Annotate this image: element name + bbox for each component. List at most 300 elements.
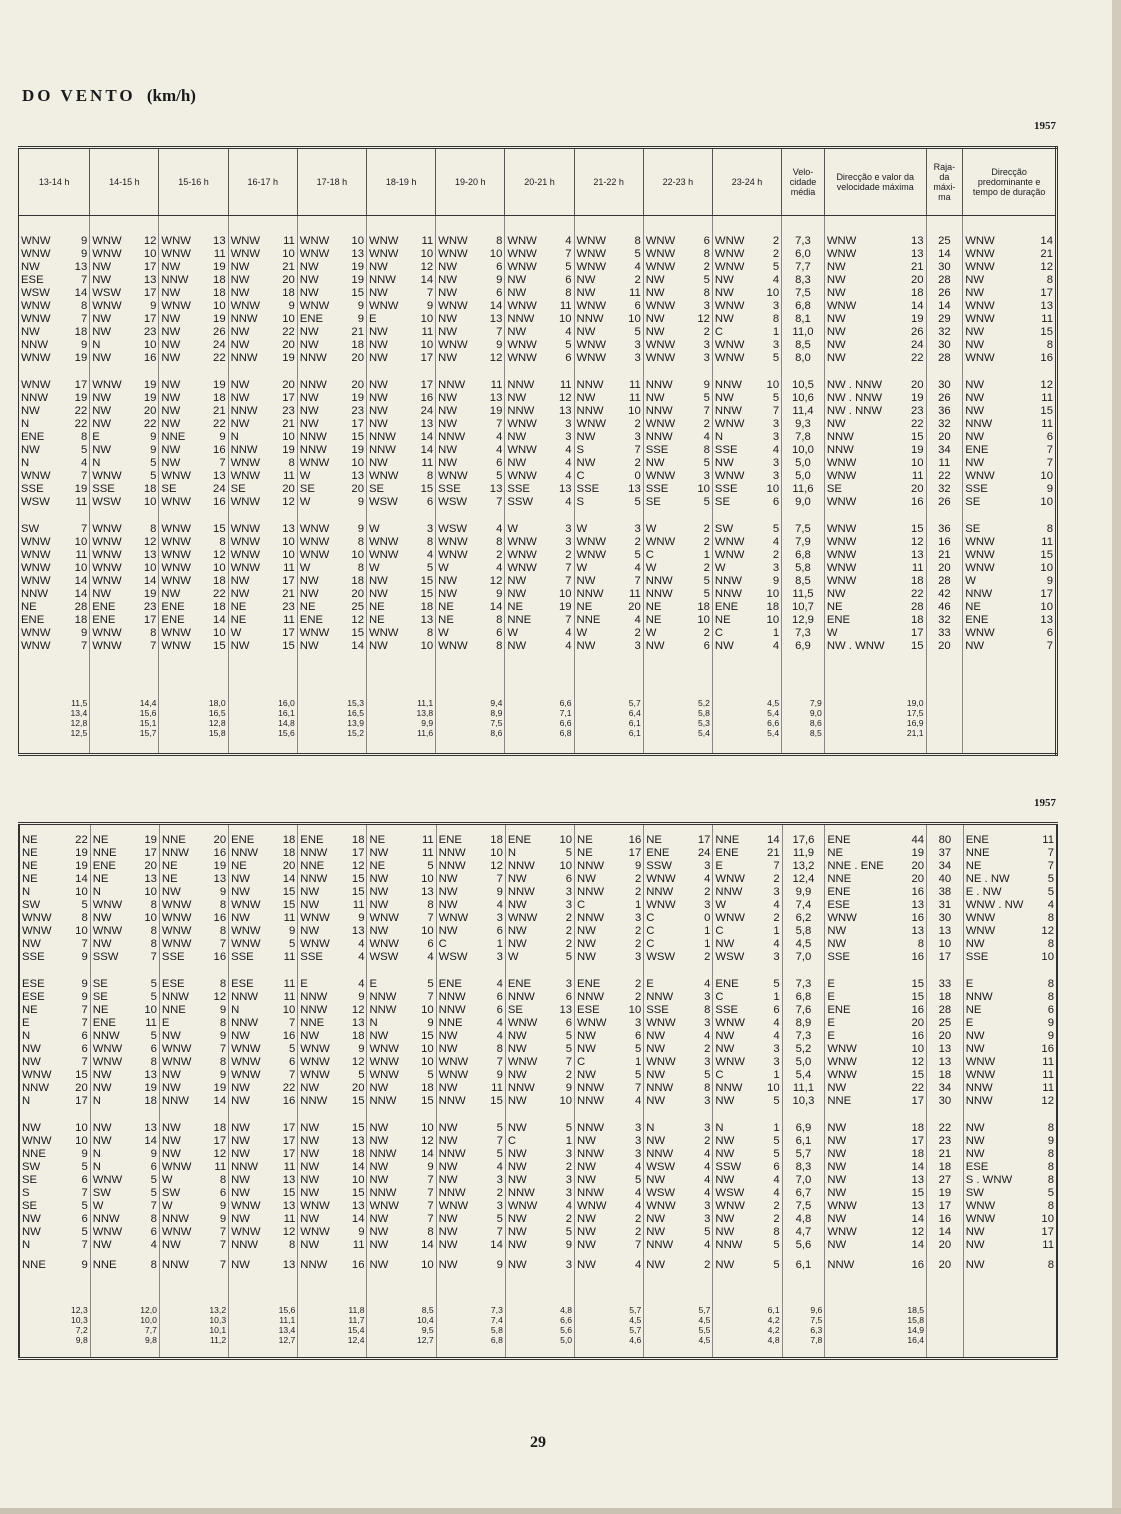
wind-speed: 21 bbox=[282, 261, 295, 274]
wind-direction: WNW bbox=[230, 470, 261, 483]
wind-direction: WNW bbox=[369, 1200, 399, 1213]
wind-speed: 10 bbox=[75, 1122, 88, 1135]
table-cell bbox=[825, 1056, 927, 1069]
wind-direction: WNW bbox=[21, 640, 51, 653]
wind-speed: 9 bbox=[80, 248, 88, 261]
wind-direction: NNW bbox=[714, 405, 742, 418]
table-cell bbox=[825, 1135, 927, 1148]
wind-direction: NE bbox=[22, 873, 38, 886]
wind-direction: NW bbox=[826, 287, 846, 300]
table-cell bbox=[574, 660, 643, 673]
table-cell bbox=[643, 523, 712, 536]
wind-speed: 13 bbox=[421, 886, 434, 899]
wind-speed: 8 bbox=[81, 912, 88, 925]
table-row bbox=[19, 379, 1057, 392]
wind-direction: NNW bbox=[368, 274, 396, 287]
average-row bbox=[19, 1326, 1057, 1336]
wind-speed: 24 bbox=[911, 339, 924, 352]
wind-speed: 1 bbox=[704, 938, 711, 951]
wind-direction: NW bbox=[300, 1174, 320, 1187]
table-row bbox=[19, 978, 1057, 991]
wind-speed: 7 bbox=[81, 938, 88, 951]
wind-direction: NNW bbox=[577, 1122, 605, 1135]
wind-speed: 13 bbox=[351, 1017, 365, 1030]
table-cell bbox=[713, 1135, 782, 1148]
table-cell bbox=[90, 1122, 159, 1135]
wind-direction: NNW bbox=[299, 444, 327, 457]
table-cell bbox=[644, 1056, 713, 1069]
table-cell bbox=[574, 601, 643, 614]
wind-speed: 19 bbox=[144, 834, 157, 847]
wind-speed: 13 bbox=[628, 483, 641, 496]
table-cell bbox=[644, 1174, 713, 1187]
wind-direction: WNW bbox=[576, 536, 607, 549]
wind-direction: SSW bbox=[507, 496, 534, 509]
wind-direction: N bbox=[21, 418, 30, 431]
wind-direction: WNW bbox=[827, 1200, 857, 1213]
wind-speed: 3 bbox=[703, 339, 710, 352]
table-cell bbox=[505, 1095, 574, 1108]
wind-speed: 5 bbox=[80, 444, 88, 457]
wind-speed: 9 bbox=[80, 627, 88, 640]
wind-speed: 3 bbox=[565, 536, 572, 549]
wind-direction: NW bbox=[22, 1056, 41, 1069]
table-cell bbox=[505, 991, 574, 1004]
table-cell bbox=[644, 899, 713, 912]
table-cell bbox=[574, 405, 643, 418]
wind-direction: WNW bbox=[507, 470, 537, 483]
wind-direction: WNW bbox=[161, 575, 191, 588]
wind-speed: 10 bbox=[213, 627, 226, 640]
wind-direction: NW bbox=[161, 418, 181, 431]
table-cell: 11,0 bbox=[782, 326, 825, 339]
wind-speed: 5 bbox=[426, 562, 434, 575]
wind-speed: 7 bbox=[80, 640, 88, 653]
table-cell bbox=[297, 313, 366, 326]
wind-direction: NE bbox=[161, 860, 178, 873]
wind-direction: ENE bbox=[92, 1017, 116, 1030]
wind-speed: 10 bbox=[1040, 601, 1053, 614]
wind-direction: NNW bbox=[300, 847, 328, 860]
table-cell bbox=[159, 873, 228, 886]
table-cell bbox=[298, 1174, 367, 1187]
wind-direction: NW bbox=[826, 274, 846, 287]
table-cell bbox=[824, 405, 926, 418]
wind-direction: WNW bbox=[230, 549, 261, 562]
table-cell bbox=[436, 313, 505, 326]
table-cell bbox=[505, 601, 574, 614]
table-cell bbox=[159, 1004, 228, 1017]
wind-speed: 10 bbox=[489, 248, 503, 261]
wind-direction: ENE bbox=[21, 431, 45, 444]
page-title bbox=[22, 86, 196, 106]
wind-speed: 6 bbox=[703, 235, 710, 248]
wind-speed: 7 bbox=[1047, 847, 1054, 860]
wind-direction: C bbox=[715, 991, 724, 1004]
wind-direction: WNW bbox=[92, 523, 122, 536]
wind-direction: WSW bbox=[368, 496, 398, 509]
wind-speed: 10 bbox=[767, 1082, 780, 1095]
table-cell bbox=[824, 287, 926, 300]
wind-speed: 6 bbox=[565, 352, 572, 365]
wind-direction: NW bbox=[369, 1082, 389, 1095]
wind-speed: 3 bbox=[634, 339, 641, 352]
table-cell bbox=[574, 248, 643, 261]
average-cell: 8,5 bbox=[367, 1306, 436, 1316]
wind-direction: WNW bbox=[507, 248, 537, 261]
table-cell bbox=[366, 660, 435, 673]
table-cell bbox=[229, 1174, 298, 1187]
average-cell: 16,0 bbox=[228, 699, 297, 709]
wind-speed: 14 bbox=[421, 1148, 434, 1161]
average-cell: 4,5 bbox=[644, 1336, 713, 1346]
wind-direction: WNW bbox=[645, 418, 676, 431]
average-cell: 4,5 bbox=[644, 1316, 713, 1326]
group-spacer bbox=[19, 1108, 1057, 1122]
wind-speed: 9 bbox=[703, 379, 710, 392]
column-header: 15-16 h bbox=[159, 148, 228, 216]
table-cell bbox=[366, 562, 435, 575]
wind-direction: WNW bbox=[230, 235, 261, 248]
wind-direction: C bbox=[714, 627, 724, 640]
wind-speed: 12 bbox=[490, 860, 503, 873]
table-cell bbox=[298, 938, 367, 951]
wind-speed: 11 bbox=[283, 235, 295, 248]
wind-direction: NW . NNW bbox=[826, 379, 883, 392]
table-cell bbox=[298, 1187, 367, 1200]
wind-speed: 9 bbox=[219, 1069, 227, 1082]
wind-speed: 20 bbox=[351, 352, 364, 365]
table-cell bbox=[644, 1187, 713, 1200]
table-cell: 6,2 bbox=[782, 912, 825, 925]
wind-speed: 13 bbox=[282, 523, 295, 536]
wind-direction: WNW bbox=[826, 300, 857, 313]
table-cell bbox=[575, 1200, 644, 1213]
wind-direction: WNW bbox=[299, 248, 330, 261]
column-header: 23-24 h bbox=[712, 148, 781, 216]
table-cell bbox=[575, 1187, 644, 1200]
wind-speed: 14 bbox=[489, 300, 503, 313]
wind-direction: NW bbox=[368, 640, 388, 653]
table-cell bbox=[505, 523, 574, 536]
table-cell bbox=[712, 549, 781, 562]
wind-direction: SW bbox=[161, 1187, 181, 1200]
table-cell bbox=[644, 1017, 713, 1030]
table-cell bbox=[575, 1259, 644, 1272]
wind-direction: NW bbox=[507, 392, 527, 405]
table-cell bbox=[366, 575, 435, 588]
wind-direction: ENE bbox=[715, 847, 739, 860]
wind-speed: 15 bbox=[911, 640, 924, 653]
wind-speed: 17 bbox=[282, 392, 295, 405]
wind-direction: NW bbox=[577, 873, 596, 886]
wind-direction: ESE bbox=[965, 1161, 989, 1174]
wind-speed: 19 bbox=[144, 1082, 157, 1095]
wind-speed: 3 bbox=[565, 1148, 573, 1161]
wind-speed: 9 bbox=[219, 1030, 227, 1043]
wind-table-1 bbox=[18, 146, 1058, 756]
table-cell bbox=[963, 392, 1057, 405]
average-cell bbox=[963, 719, 1057, 729]
table-cell bbox=[19, 274, 90, 287]
table-cell bbox=[505, 562, 574, 575]
average-cell: 19,0 bbox=[824, 699, 926, 709]
wind-speed: 5 bbox=[150, 991, 157, 1004]
wind-speed: 15 bbox=[911, 1069, 925, 1082]
wind-direction: WNW bbox=[369, 938, 399, 951]
table-cell bbox=[963, 1004, 1057, 1017]
wind-direction: WSW bbox=[646, 1187, 676, 1200]
wind-direction: NNW bbox=[645, 405, 673, 418]
table-cell bbox=[574, 261, 643, 274]
wind-speed: 13 bbox=[911, 549, 924, 562]
wind-direction: C bbox=[577, 899, 586, 912]
wind-direction: WNW bbox=[576, 235, 607, 248]
wind-speed: 16 bbox=[911, 886, 925, 899]
average-cell: 9,8 bbox=[75, 1336, 88, 1346]
wind-speed: 20 bbox=[282, 274, 295, 287]
wind-direction: NW bbox=[161, 1030, 181, 1043]
wind-speed: 7 bbox=[427, 1187, 434, 1200]
table-cell bbox=[229, 847, 298, 860]
table-cell bbox=[505, 873, 574, 886]
wind-direction: NW bbox=[646, 1095, 666, 1108]
wind-speed: 9 bbox=[496, 274, 503, 287]
wind-direction: W bbox=[368, 523, 380, 536]
table-cell bbox=[90, 640, 159, 653]
wind-speed: 4 bbox=[80, 457, 88, 470]
wind-direction: NW bbox=[368, 379, 388, 392]
wind-speed: 5 bbox=[634, 496, 641, 509]
wind-speed: 10 bbox=[282, 248, 295, 261]
table-cell bbox=[297, 627, 366, 640]
wind-direction: NW bbox=[438, 261, 457, 274]
wind-direction: NW bbox=[438, 287, 457, 300]
table-cell bbox=[90, 1148, 159, 1161]
wind-direction: WNW bbox=[714, 339, 745, 352]
wind-speed: 20 bbox=[911, 860, 925, 873]
wind-direction: NW bbox=[92, 326, 112, 339]
table-cell bbox=[298, 912, 367, 925]
wind-direction: NW bbox=[300, 1082, 320, 1095]
wind-speed: 17 bbox=[628, 847, 642, 860]
table-cell bbox=[19, 1095, 90, 1108]
wind-speed: 18 bbox=[490, 834, 503, 847]
table-cell bbox=[19, 431, 90, 444]
average-cell: 11,1 bbox=[229, 1316, 298, 1326]
table-cell bbox=[575, 991, 644, 1004]
wind-speed: 4 bbox=[634, 1187, 642, 1200]
table-cell: 5,4 bbox=[782, 1069, 825, 1082]
table-cell bbox=[229, 1148, 298, 1161]
table-cell bbox=[713, 1030, 782, 1043]
wind-direction: N bbox=[92, 1148, 101, 1161]
table-cell bbox=[366, 601, 435, 614]
wind-speed: 19 bbox=[911, 313, 924, 326]
table-cell bbox=[505, 1082, 574, 1095]
table-cell bbox=[228, 274, 297, 287]
wind-speed: 5 bbox=[773, 1095, 780, 1108]
wind-speed: 17 bbox=[282, 1148, 296, 1161]
wind-speed: 5 bbox=[703, 588, 710, 601]
table-cell bbox=[643, 287, 712, 300]
wind-speed: 19 bbox=[213, 379, 226, 392]
wind-direction: NW bbox=[369, 1161, 389, 1174]
wind-direction: W bbox=[507, 523, 519, 536]
wind-speed: 10 bbox=[282, 536, 295, 549]
wind-speed: 14 bbox=[74, 588, 88, 601]
wind-direction: NW bbox=[507, 1259, 527, 1272]
table-cell bbox=[712, 640, 781, 653]
table-cell: 7,5 bbox=[782, 287, 825, 300]
wind-speed: 5 bbox=[773, 1135, 780, 1148]
table-cell bbox=[436, 379, 505, 392]
wind-direction: NW bbox=[438, 1213, 458, 1226]
wind-direction: NNW bbox=[507, 379, 535, 392]
table-cell bbox=[159, 912, 228, 925]
table-cell: 26 bbox=[926, 287, 963, 300]
table-cell bbox=[436, 1030, 505, 1043]
wind-speed: 17 bbox=[143, 261, 157, 274]
year-label-top: 1957 bbox=[1034, 120, 1056, 132]
wind-speed: 2 bbox=[773, 912, 780, 925]
wind-speed: 4 bbox=[565, 457, 572, 470]
table-row bbox=[19, 1174, 1057, 1187]
wind-direction: WNW bbox=[827, 912, 857, 925]
wind-direction: WNW bbox=[576, 261, 607, 274]
table-cell: 6,1 bbox=[782, 1135, 825, 1148]
average-cell: 14,8 bbox=[228, 719, 297, 729]
wind-direction: NW bbox=[577, 1069, 596, 1082]
table-cell bbox=[643, 536, 712, 549]
wind-speed: 16 bbox=[911, 912, 925, 925]
average-cell bbox=[963, 1326, 1057, 1336]
wind-direction: NE bbox=[577, 834, 593, 847]
table-cell bbox=[90, 536, 159, 549]
wind-direction: W bbox=[161, 1174, 173, 1187]
average-cell: 14,9 bbox=[825, 1326, 927, 1336]
table-cell bbox=[505, 352, 574, 365]
table-row bbox=[19, 575, 1057, 588]
wind-direction: WNW bbox=[576, 339, 607, 352]
table-row bbox=[19, 235, 1057, 248]
wind-speed: 10 bbox=[421, 1122, 434, 1135]
wind-speed: 5 bbox=[634, 248, 641, 261]
table-cell bbox=[825, 1043, 927, 1056]
wind-direction: W bbox=[645, 523, 657, 536]
table-cell bbox=[19, 1069, 90, 1082]
table-cell bbox=[159, 496, 228, 509]
table-cell bbox=[824, 588, 926, 601]
average-cell: 10,1 bbox=[159, 1326, 228, 1336]
table-cell bbox=[367, 873, 436, 886]
table-cell bbox=[159, 1259, 228, 1272]
table-cell bbox=[712, 523, 781, 536]
wind-speed: 9 bbox=[1047, 1030, 1054, 1043]
wind-speed: 10 bbox=[143, 248, 157, 261]
wind-speed: 8 bbox=[357, 562, 364, 575]
table-cell bbox=[712, 496, 781, 509]
wind-direction: NW bbox=[21, 261, 40, 274]
wind-speed: 3 bbox=[704, 1122, 711, 1135]
table-cell: 27 bbox=[927, 1174, 964, 1187]
wind-speed: 2 bbox=[496, 1187, 503, 1200]
table-cell: 10,7 bbox=[782, 601, 825, 614]
table-cell bbox=[19, 483, 90, 496]
wind-speed: 9 bbox=[496, 588, 503, 601]
table-cell bbox=[298, 1148, 367, 1161]
wind-speed: 3 bbox=[773, 1043, 780, 1056]
table-cell: 31 bbox=[927, 899, 964, 912]
wind-speed: 15 bbox=[421, 1095, 434, 1108]
table-cell: 12,9 bbox=[782, 614, 825, 627]
wind-direction: ENE bbox=[965, 834, 989, 847]
wind-speed: 14 bbox=[75, 873, 88, 886]
wind-speed: 20 bbox=[911, 873, 925, 886]
wind-direction: ENE bbox=[507, 978, 532, 991]
wind-direction: NW bbox=[299, 640, 319, 653]
table-cell bbox=[436, 300, 505, 313]
wind-speed: 15 bbox=[911, 978, 925, 991]
wind-direction: W bbox=[507, 951, 519, 964]
wind-direction: NNE bbox=[827, 1095, 852, 1108]
table-cell bbox=[713, 1213, 782, 1226]
wind-speed: 10 bbox=[697, 483, 710, 496]
wind-direction: NW bbox=[715, 1259, 735, 1272]
wind-direction: S bbox=[22, 1187, 30, 1200]
wind-speed: 6 bbox=[219, 1187, 227, 1200]
table-cell bbox=[644, 912, 713, 925]
table-cell bbox=[643, 431, 712, 444]
wind-speed: 5 bbox=[565, 1030, 573, 1043]
column-header: Direcção e valor da velocidade máxima bbox=[824, 148, 926, 216]
table-cell bbox=[19, 339, 90, 352]
table-cell bbox=[712, 614, 781, 627]
wind-direction: NW bbox=[507, 1213, 527, 1226]
wind-speed: 13 bbox=[558, 483, 572, 496]
table-row bbox=[19, 1187, 1057, 1200]
wind-direction: NNW bbox=[576, 313, 604, 326]
table-cell bbox=[643, 326, 712, 339]
wind-speed: 11 bbox=[421, 326, 434, 339]
wind-speed: 18 bbox=[911, 1122, 925, 1135]
table-cell bbox=[574, 287, 643, 300]
table-cell: 14 bbox=[927, 1226, 964, 1239]
wind-speed: 3 bbox=[773, 1056, 780, 1069]
table-cell bbox=[366, 339, 435, 352]
table-cell bbox=[159, 431, 228, 444]
table-cell bbox=[643, 274, 712, 287]
wind-direction: NW bbox=[438, 873, 458, 886]
wind-speed: 13 bbox=[911, 925, 925, 938]
wind-speed: 9 bbox=[150, 1148, 157, 1161]
wind-speed: 6 bbox=[496, 261, 503, 274]
wind-direction: SE bbox=[826, 483, 842, 496]
wind-speed: 8 bbox=[1046, 523, 1053, 536]
table-cell bbox=[712, 235, 781, 248]
table-cell bbox=[643, 588, 712, 601]
table-cell bbox=[228, 640, 297, 653]
table-cell bbox=[963, 1056, 1057, 1069]
wind-direction: WNW bbox=[507, 235, 537, 248]
table-cell bbox=[19, 418, 90, 431]
table-cell bbox=[297, 536, 366, 549]
wind-direction: NNW bbox=[300, 1259, 328, 1272]
wind-direction: NW bbox=[230, 379, 250, 392]
wind-direction: WNW bbox=[22, 1069, 52, 1082]
wind-speed: 19 bbox=[351, 444, 364, 457]
table-cell bbox=[19, 938, 90, 951]
